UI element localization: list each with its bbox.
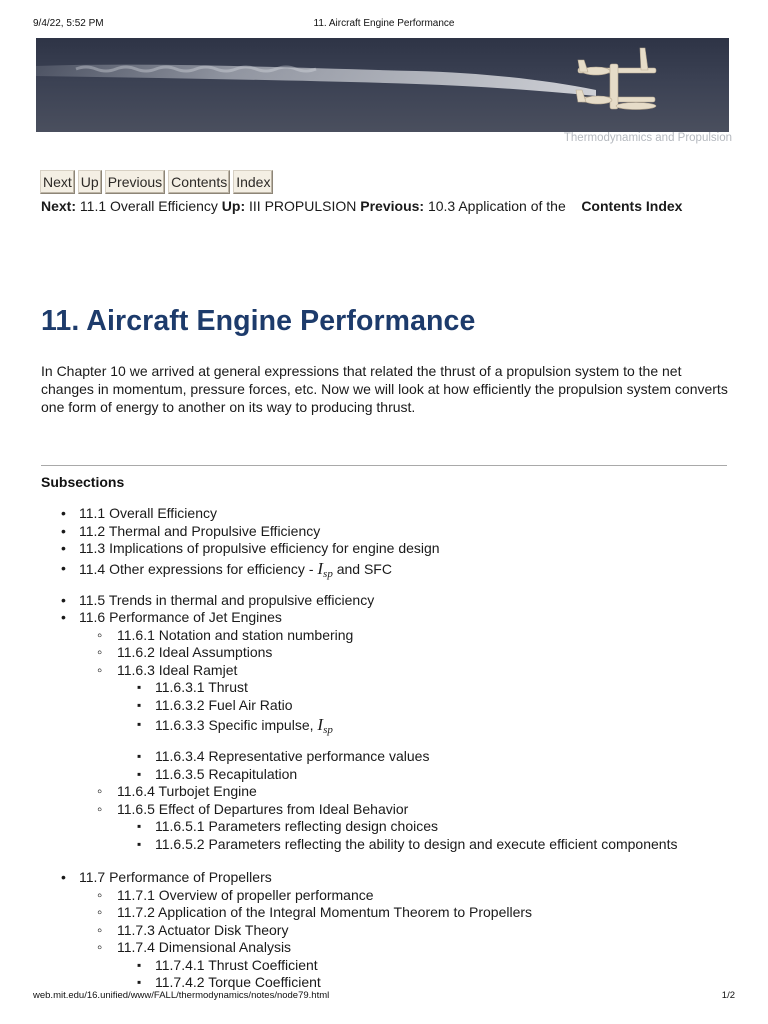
isp-symbol: $I_{sp}$ bbox=[317, 715, 333, 736]
divider bbox=[41, 465, 727, 466]
toc-item-11-7-1[interactable]: ◦ 11.7.1 Overview of propeller performance bbox=[79, 887, 677, 905]
up-button[interactable]: Up bbox=[78, 170, 102, 194]
up-link[interactable]: III PROPULSION bbox=[249, 198, 357, 214]
toc-item-11-6-3-1[interactable]: ▪ 11.6.3.1 Thrust bbox=[117, 679, 677, 697]
subsections-heading: Subsections bbox=[41, 474, 125, 490]
navigation-buttons bbox=[40, 170, 273, 194]
toc-item-11-3[interactable]: • 11.3 Implications of propulsive efficiency for engine design bbox=[41, 540, 677, 558]
toc-item-11-1[interactable]: • 11.1 Overall Efficiency bbox=[41, 505, 677, 523]
toc-item-11-7-4-1[interactable]: ▪ 11.7.4.1 Thrust Coefficient bbox=[117, 957, 677, 975]
toc-item-11-7-3[interactable]: ◦ 11.7.3 Actuator Disk Theory bbox=[79, 922, 677, 940]
index-button[interactable]: Index bbox=[233, 170, 273, 194]
toc-item-11-7-4[interactable]: ◦ 11.7.4 Dimensional Analysis ▪ 11.7.4.1 Thrust Coefficient ▪ 11.7.4.2 Torque Coefficient bbox=[79, 939, 677, 992]
toc-item-11-7-2[interactable]: ◦ 11.7.2 Application of the Integral Momentum Theorem to Propellers bbox=[79, 904, 677, 922]
toc-sublist-11-6-3 bbox=[117, 679, 677, 783]
index-link[interactable]: Index bbox=[645, 198, 683, 214]
toc-item-11-6-5[interactable]: ◦ 11.6.5 Effect of Departures from Ideal Behavior ▪ 11.6.5.1 Parameters reflecting design choices ▪ 11.6.5.2 Parameters reflecting the ability to design and execute efficient components bbox=[79, 801, 677, 854]
subsections-list bbox=[41, 505, 677, 992]
next-link[interactable]: 11.1 Overall Efficiency bbox=[79, 198, 218, 214]
toc-item-11-7-4-2[interactable]: ▪ 11.7.4.2 Torque Coefficient bbox=[117, 974, 677, 992]
previous-label: Previous: bbox=[360, 198, 425, 214]
next-label: Next: bbox=[41, 198, 77, 214]
isp-symbol: $I_{sp}$ bbox=[317, 558, 333, 580]
print-header bbox=[33, 18, 735, 32]
page-title: 11. Aircraft Engine Performance bbox=[41, 305, 476, 337]
banner-caption: Thermodynamics and Propulsion bbox=[563, 132, 732, 144]
contents-link[interactable]: Contents bbox=[581, 198, 642, 214]
contents-button[interactable]: Contents bbox=[168, 170, 230, 194]
toc-item-11-6[interactable]: • 11.6 Performance of Jet Engines ◦ 11.6.1 Notation and station numbering ◦ 11.6.2 Ideal Assumptions ◦ 11.6.3 Ideal Ramjet ▪ 11.6.3.1 Thrust ▪ 11.6.3.2 Fuel Air Ratio ▪ 11.6.3.3 Specific impulse, $I_{sp}$ ▪ 11.6.3.4 Representative performance values ▪ 11.6.3.5 Recapitulation ◦ 11.6.4 Turbojet Engine ◦ 11.6.5 Effect of Departures from Ideal Behavior ▪ 11.6.5.1 Parameters reflecting design choices ▪ 11.6.5.2 Parameters reflecting the ability to design and execute efficient components bbox=[41, 609, 677, 853]
toc-item-11-6-5-2[interactable]: ▪ 11.6.5.2 Parameters reflecting the ability to design and execute efficient components bbox=[117, 836, 677, 854]
aircraft-contrail-picture bbox=[36, 38, 729, 132]
print-title: 11. Aircraft Engine Performance bbox=[313, 18, 455, 29]
toc-item-11-6-3[interactable]: ◦ 11.6.3 Ideal Ramjet ▪ 11.6.3.1 Thrust ▪ 11.6.3.2 Fuel Air Ratio ▪ 11.6.3.3 Specific impulse, $I_{sp}$ ▪ 11.6.3.4 Representative performance values ▪ 11.6.3.5 Recapitulation bbox=[79, 662, 677, 784]
page-number: 1/2 bbox=[721, 990, 735, 1001]
toc-item-11-7[interactable]: • 11.7 Performance of Propellers ◦ 11.7.1 Overview of propeller performance ◦ 11.7.2 Application of the Integral Momentum Theorem to Propellers ◦ 11.7.3 Actuator Disk Theory ◦ 11.7.4 Dimensional Analysis ▪ 11.7.4.1 Thrust Coefficient ▪ 11.7.4.2 Torque Coefficient bbox=[41, 869, 677, 992]
toc-item-11-6-4[interactable]: ◦ 11.6.4 Turbojet Engine bbox=[79, 783, 677, 801]
toc-item-11-6-3-3[interactable]: ▪ 11.6.3.3 Specific impulse, $I_{sp}$ bbox=[117, 714, 677, 748]
intro-paragraph: In Chapter 10 we arrived at general expressions that related the thrust of a propulsion system to the net changes in momentum, pressure forces, etc. Now we will look at how efficiently the propulsion system converts one form of energy to another on its way to producing thrust. bbox=[41, 363, 728, 415]
toc-item-11-2[interactable]: • 11.2 Thermal and Propulsive Efficiency bbox=[41, 523, 677, 541]
previous-link[interactable]: 10.3 Application of the bbox=[427, 198, 566, 214]
toc-item-11-5[interactable]: • 11.5 Trends in thermal and propulsive efficiency bbox=[41, 592, 677, 610]
toc-sublist-11-6-5 bbox=[117, 818, 677, 853]
page-url: web.mit.edu/16.unified/www/FALL/thermodynamics/notes/node79.html bbox=[33, 990, 330, 1001]
print-footer bbox=[33, 990, 735, 1002]
toc-sublist-11-7 bbox=[79, 887, 677, 992]
print-datetime: 9/4/22, 5:52 PM bbox=[33, 18, 104, 29]
toc-item-11-6-3-4[interactable]: ▪ 11.6.3.4 Representative performance values bbox=[117, 748, 677, 766]
banner-image bbox=[36, 38, 729, 132]
toc-item-11-6-5-1[interactable]: ▪ 11.6.5.1 Parameters reflecting design choices bbox=[117, 818, 677, 836]
previous-button[interactable]: Previous bbox=[105, 170, 165, 194]
toc-sublist-11-6 bbox=[79, 627, 677, 854]
toc-item-11-6-3-5[interactable]: ▪ 11.6.3.5 Recapitulation bbox=[117, 766, 677, 784]
toc-item-11-4[interactable]: • 11.4 Other expressions for efficiency - $I_{sp}$ and SFC bbox=[41, 558, 677, 592]
toc-item-11-6-3-2[interactable]: ▪ 11.6.3.2 Fuel Air Ratio bbox=[117, 697, 677, 715]
toc-item-11-6-1[interactable]: ◦ 11.6.1 Notation and station numbering bbox=[79, 627, 677, 645]
navigation-text bbox=[41, 198, 731, 215]
toc-sublist-11-7-4 bbox=[117, 957, 677, 992]
up-label: Up: bbox=[221, 198, 246, 214]
toc-item-11-6-2[interactable]: ◦ 11.6.2 Ideal Assumptions bbox=[79, 644, 677, 662]
next-button[interactable]: Next bbox=[40, 170, 75, 194]
